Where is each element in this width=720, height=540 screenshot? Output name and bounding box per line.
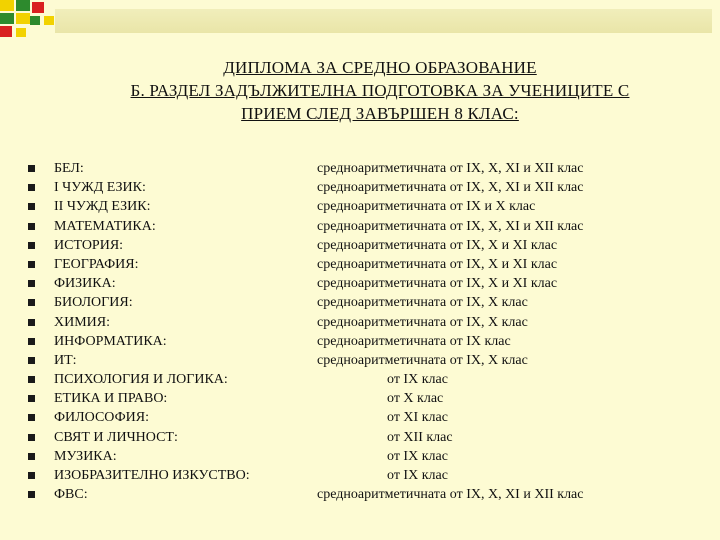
bullet-icon (28, 299, 35, 306)
bullet-icon (28, 242, 35, 249)
page-title (40, 56, 720, 125)
subject-name: СВЯТ И ЛИЧНОСТ: (54, 429, 178, 445)
grade-rule: средноаритметичната от IX, X и XI клас (317, 256, 558, 272)
bullet-icon (28, 434, 35, 441)
grade-rule: средноаритметичната от IX, X, XI и XII клас (317, 161, 584, 176)
bullet-icon (28, 165, 35, 172)
subject-name: ИСТОРИЯ: (54, 237, 124, 253)
subject-name: МУЗИКА: (54, 448, 117, 464)
list-item (28, 370, 708, 389)
grade-rule: от XII клас (387, 429, 453, 445)
subject-name: БИОЛОГИЯ: (54, 295, 133, 311)
bullet-icon (28, 280, 35, 287)
subject-name: ПСИХОЛОГИЯ И ЛОГИКА: (54, 372, 228, 388)
list-item (28, 466, 708, 485)
bullet-icon (28, 472, 35, 479)
bullet-icon (28, 491, 35, 498)
bullet-icon (28, 414, 35, 421)
list-item (28, 447, 708, 466)
header-bar (55, 9, 712, 33)
subject-name: ИТ: (54, 352, 77, 368)
list-item (28, 428, 708, 447)
grade-rule: средноаритметичната от IX, X, XI и XII клас (317, 487, 584, 503)
subject-name: ФВС: (54, 487, 88, 503)
grade-rule: средноаритметичната от IX клас (317, 333, 511, 349)
subject-name: ИЗОБРАЗИТЕЛНО ИЗКУСТВО: (54, 468, 250, 483)
grade-rule: средноаритметичната от IX, X клас (317, 352, 528, 368)
list-item (28, 485, 708, 504)
grade-rule: средноаритметичната от IX, X и XI клас (317, 237, 558, 253)
title-line-2: Б. РАЗДЕЛ ЗАДЪЛЖИТЕЛНА ПОДГОТОВКА ЗА УЧЕНИЦИТЕ С (130, 81, 630, 100)
title-line-1: ДИПЛОМА ЗА СРЕДНО ОБРАЗОВАНИЕ (223, 58, 537, 77)
list-item (28, 293, 708, 312)
bullet-icon (28, 338, 35, 345)
grade-rule: средноаритметичната от IX, X и XI клас (317, 276, 558, 292)
grade-rule: средноаритметичната от IX, X, XI и XII клас (317, 180, 584, 196)
subject-name: ХИМИЯ: (54, 314, 111, 330)
bullet-icon (28, 395, 35, 402)
subject-list (28, 159, 708, 504)
list-item (28, 217, 708, 236)
subject-name: II ЧУЖД ЕЗИК: (54, 199, 151, 215)
bullet-icon (28, 453, 35, 460)
grade-rule: от IX клас (387, 468, 448, 483)
bullet-icon (28, 376, 35, 383)
subject-name: ИНФОРМАТИКА: (54, 333, 167, 349)
bullet-icon (28, 261, 35, 268)
bullet-icon (28, 319, 35, 326)
subject-name: ФИЗИКА: (54, 276, 116, 292)
bullet-icon (28, 184, 35, 191)
list-item (28, 408, 708, 427)
bullet-icon (28, 357, 35, 364)
bullet-icon (28, 203, 35, 210)
grade-rule: средноаритметичната от IX, X клас (317, 295, 528, 311)
subject-name: ЕТИКА И ПРАВО: (54, 391, 168, 407)
grade-rule: от X клас (387, 391, 444, 407)
subject-name: МАТЕМАТИКА: (54, 218, 156, 234)
bullet-icon (28, 223, 35, 230)
list-item (28, 159, 708, 178)
grade-rule: средноаритметичната от IX и X клас (317, 199, 536, 215)
grade-rule: от IX клас (387, 448, 448, 464)
grade-rule: от IX клас (387, 372, 448, 388)
list-item (28, 389, 708, 408)
corner-decoration (0, 0, 60, 45)
list-item (28, 255, 708, 274)
subject-name: I ЧУЖД ЕЗИК: (54, 180, 146, 196)
list-item (28, 178, 708, 197)
list-item (28, 274, 708, 293)
grade-rule: от XI клас (387, 410, 448, 426)
grade-rule: средноаритметичната от IX, X, XI и XII клас (317, 218, 584, 234)
subject-name: ГЕОГРАФИЯ: (54, 256, 139, 272)
list-item (28, 332, 708, 351)
list-item (28, 313, 708, 332)
title-line-3: ПРИЕМ СЛЕД ЗАВЪРШЕН 8 КЛАС: (241, 104, 519, 123)
list-item (28, 197, 708, 216)
subject-name: ФИЛОСОФИЯ: (54, 410, 149, 426)
subject-name: БЕЛ: (54, 161, 84, 176)
grade-rule: средноаритметичната от IX, X клас (317, 314, 528, 330)
list-item (28, 351, 708, 370)
list-item (28, 236, 708, 255)
